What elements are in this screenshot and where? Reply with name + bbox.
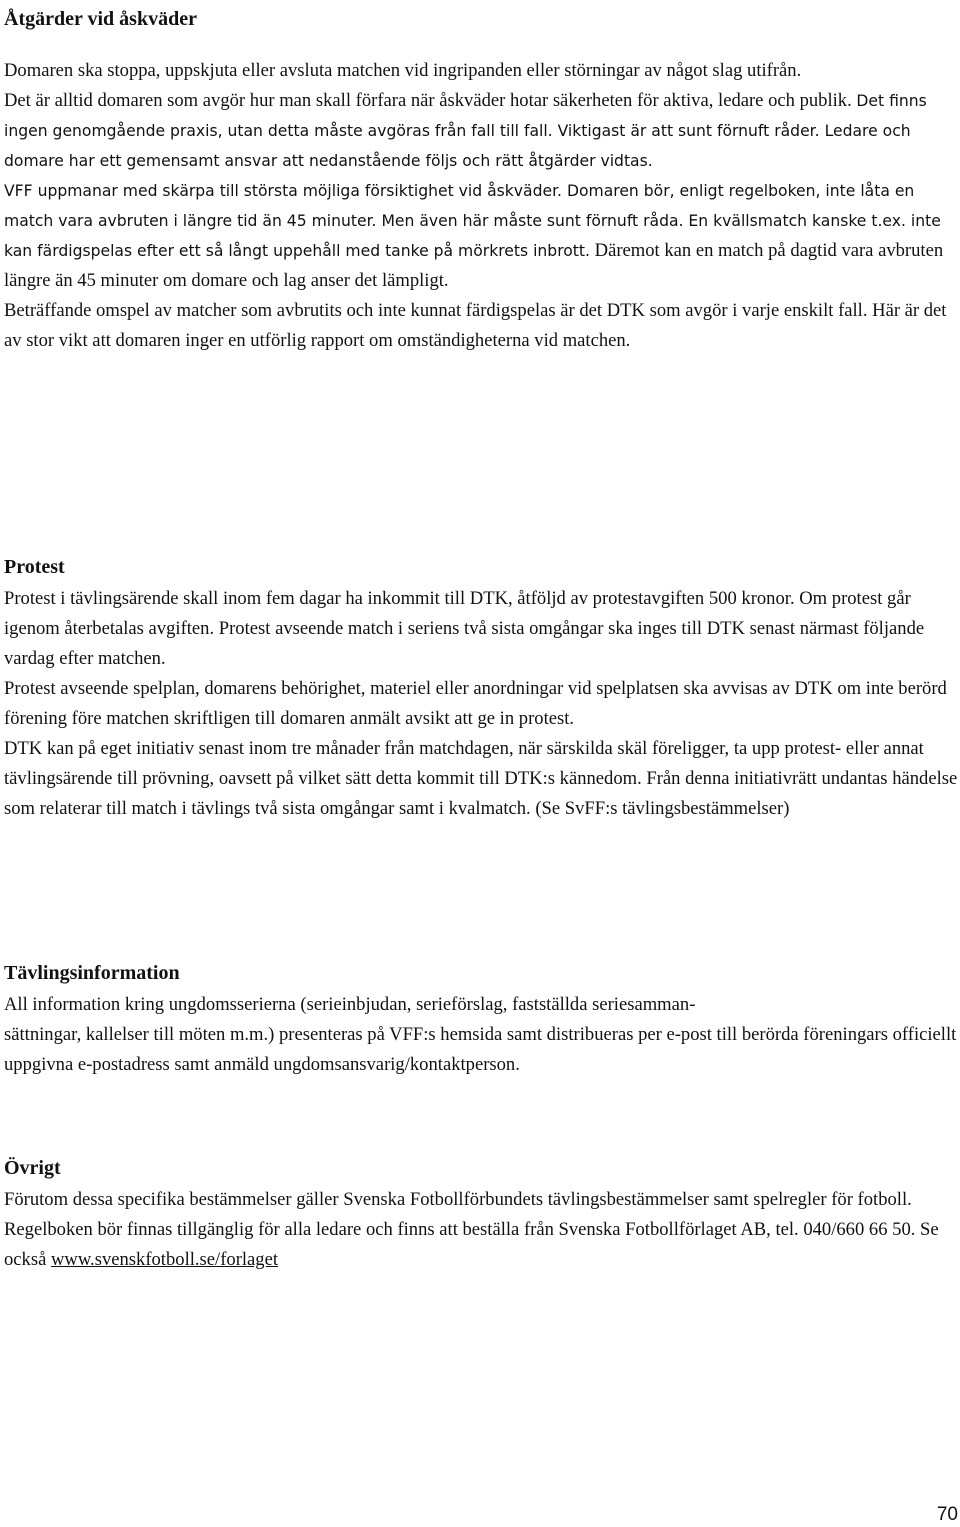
section-ovrigt [4, 1153, 958, 1275]
section-heading: Tävlingsinformation [4, 962, 180, 984]
section-heading: Övrigt [4, 1157, 61, 1179]
section-askvader [4, 4, 958, 356]
paragraph: Beträffande omspel av matcher som avbrutits och inte kunnat färdigspelas är det DTK som avgör i varje enskilt fall. Här är det av stor vikt att domaren inger en utförlig rapport om omständigheterna vid matchen. [4, 300, 947, 351]
text-run: VFF uppmanar med skärpa till största möjliga försiktighet vid åskväder. [4, 182, 563, 200]
section-protest [4, 552, 958, 824]
paragraph: DTK kan på eget initiativ senast inom tre månader från matchdagen, när särskilda skäl föreligger, ta upp protest- eller annat tävlingsärende till prövning, oavsett på vilket sätt detta kommit till DTK:s kännedom. Från denna initiativrätt undantas händelse som relaterar till match i tävlings två sista omgångar samt i kvalmatch. (Se SvFF:s tävlingsbestämmelser) [4, 738, 958, 819]
text-run: Det finns ingen genomgående praxis, utan detta måste avgöras från fall till fall. Viktigast är att sunt förnuft råder. Ledare och domare har ett gemensamt ansvar att nedanstående följs och rätt åtgärder vidtas. [4, 92, 927, 170]
page-number: 70 [936, 1504, 958, 1525]
paragraph: Protest i tävlingsärende skall inom fem dagar ha inkommit till DTK, åtföljd av protestavgiften 500 kronor. Om protest går igenom återbetalas avgiften. Protest avseende match i seriens två sista omgångar ska inges till DTK senast närmast följande vardag efter matchen. [4, 588, 925, 669]
text-run: Det är alltid domaren som avgör hur man skall förfara när åskväder hotar säkerheten för aktiva, ledare och publik. [4, 90, 857, 111]
paragraph [4, 990, 958, 1080]
section-heading: Protest [4, 556, 65, 578]
paragraph [4, 86, 958, 176]
text-run: Men även här måste sunt förnuft råda. En kvällsmatch kanske t.ex. inte kan färdigspelas efter ett så långt uppehåll med tanke på mörkrets inbrott. [4, 212, 941, 260]
text-run: Förutom dessa specifika bestämmelser gäller Svenska Fotbollförbundets tävlingsbestämmelser samt spelregler för fotboll. Regelboken bör finnas tillgänglig för alla ledare och finns att beställa från Svenska Fotbollförlaget AB, tel. 040/660 66 50. Se också [4, 1189, 939, 1270]
paragraph [4, 1185, 958, 1275]
paragraph: Domaren ska stoppa, uppskjuta eller avsluta matchen vid ingripanden eller störningar av något slag utifrån. [4, 60, 802, 81]
paragraph: Protest avseende spelplan, domarens behörighet, materiel eller anordningar vid spelplatsen ska avvisas av DTK om inte berörd förening före matchen skriftligen till domaren anmält avsikt att ge in protest. [4, 678, 947, 729]
text-line: sättningar, kallelser till möten m.m.) presenteras på VFF:s hemsida samt distribueras per e-post till berörda föreningars officiellt uppgivna e-postadress samt anmäld ungdomsansvarig/kontaktperson. [4, 1024, 957, 1075]
section-tavlingsinformation [4, 958, 958, 1080]
forlaget-link[interactable]: www.svenskfotboll.se/forlaget [50, 1249, 279, 1270]
text-run: Däremot kan en match på dagtid vara avbruten längre än 45 minuter om domare och lag anser det lämpligt. [4, 240, 944, 291]
section-heading: Åtgärder vid åskväder [4, 8, 197, 30]
paragraph [4, 176, 958, 296]
text-run: Domaren bör, enligt regelboken, inte låta en match vara avbruten i längre tid än 45 minuter. [4, 182, 915, 230]
text-line: All information kring ungdomsserierna (serieinbjudan, serieförslag, fastställda seriesamman- [4, 994, 696, 1015]
